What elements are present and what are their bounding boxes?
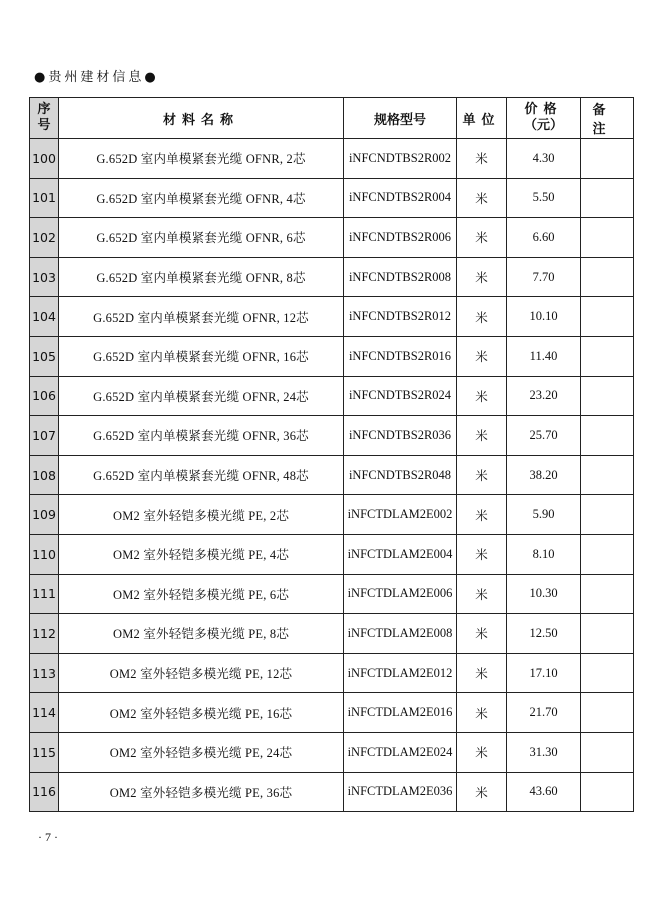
material-name-cell: OM2 室外轻铠多模光缆 PE, 6芯 — [59, 574, 344, 614]
table-row — [30, 455, 634, 495]
table-row — [30, 178, 634, 218]
price-header-line1: 价格 — [524, 102, 563, 117]
price-cell: 8.10 — [507, 534, 581, 574]
remark-cell — [581, 534, 634, 574]
table-row — [30, 297, 634, 337]
row-number: 110 — [30, 534, 59, 574]
spec-cell: iNFCNDTBS2R002 — [344, 139, 457, 179]
remark-cell — [581, 376, 634, 416]
price-cell: 7.70 — [507, 257, 581, 297]
price-cell: 12.50 — [507, 614, 581, 654]
page-number: · 7 · — [38, 830, 58, 844]
price-table — [29, 97, 634, 812]
remark-cell — [581, 336, 634, 376]
table-row — [30, 257, 634, 297]
row-number: 101 — [30, 178, 59, 218]
price-cell: 17.10 — [507, 653, 581, 693]
spec-cell: iNFCTDLAM2E002 — [344, 495, 457, 535]
price-cell: 5.50 — [507, 178, 581, 218]
running-head: ●贵州建材信息● — [34, 70, 159, 85]
row-number: 114 — [30, 693, 59, 733]
price-cell: 11.40 — [507, 336, 581, 376]
material-name-cell: G.652D 室内单模紧套光缆 OFNR, 12芯 — [59, 297, 344, 337]
spec-cell: iNFCNDTBS2R006 — [344, 218, 457, 258]
row-number: 112 — [30, 614, 59, 654]
material-name-cell: OM2 室外轻铠多模光缆 PE, 4芯 — [59, 534, 344, 574]
column-header-price — [507, 98, 581, 139]
material-name-cell: G.652D 室内单模紧套光缆 OFNR, 16芯 — [59, 336, 344, 376]
material-name-cell: G.652D 室内单模紧套光缆 OFNR, 36芯 — [59, 416, 344, 456]
unit-cell: 米 — [457, 218, 507, 258]
material-name-cell: G.652D 室内单模紧套光缆 OFNR, 6芯 — [59, 218, 344, 258]
material-name-cell: G.652D 室内单模紧套光缆 OFNR, 48芯 — [59, 455, 344, 495]
remark-cell — [581, 218, 634, 258]
column-header-unit: 单位 — [457, 98, 507, 139]
row-number: 106 — [30, 376, 59, 416]
remark-cell — [581, 772, 634, 812]
unit-cell: 米 — [457, 653, 507, 693]
table-header-row — [30, 98, 634, 139]
table-row — [30, 574, 634, 614]
seq-header-line1: 序 — [37, 102, 51, 117]
spec-cell: iNFCNDTBS2R012 — [344, 297, 457, 337]
price-header-line2: （元） — [523, 118, 563, 133]
price-cell: 4.30 — [507, 139, 581, 179]
remark-cell — [581, 297, 634, 337]
table-row — [30, 534, 634, 574]
spec-cell: iNFCTDLAM2E012 — [344, 653, 457, 693]
unit-cell: 米 — [457, 693, 507, 733]
unit-cell: 米 — [457, 455, 507, 495]
remark-cell — [581, 574, 634, 614]
unit-cell: 米 — [457, 139, 507, 179]
spec-cell: iNFCNDTBS2R004 — [344, 178, 457, 218]
row-number: 108 — [30, 455, 59, 495]
row-number: 102 — [30, 218, 59, 258]
unit-cell: 米 — [457, 772, 507, 812]
column-header-spec: 规格型号 — [344, 98, 457, 139]
price-cell: 25.70 — [507, 416, 581, 456]
table-row — [30, 139, 634, 179]
price-cell: 38.20 — [507, 455, 581, 495]
seq-header-line2: 号 — [37, 118, 51, 133]
row-number: 103 — [30, 257, 59, 297]
remark-cell — [581, 732, 634, 772]
table-body — [30, 139, 634, 812]
unit-cell: 米 — [457, 376, 507, 416]
spec-cell: iNFCTDLAM2E024 — [344, 732, 457, 772]
price-cell: 21.70 — [507, 693, 581, 733]
material-name-cell: OM2 室外轻铠多模光缆 PE, 36芯 — [59, 772, 344, 812]
unit-cell: 米 — [457, 336, 507, 376]
material-name-cell: OM2 室外轻铠多模光缆 PE, 16芯 — [59, 693, 344, 733]
price-cell: 43.60 — [507, 772, 581, 812]
row-number: 107 — [30, 416, 59, 456]
material-name-cell: OM2 室外轻铠多模光缆 PE, 12芯 — [59, 653, 344, 693]
table-row — [30, 653, 634, 693]
unit-cell: 米 — [457, 257, 507, 297]
spec-cell: iNFCNDTBS2R016 — [344, 336, 457, 376]
material-name-cell: G.652D 室内单模紧套光缆 OFNR, 24芯 — [59, 376, 344, 416]
unit-cell: 米 — [457, 574, 507, 614]
unit-cell: 米 — [457, 178, 507, 218]
column-header-seq — [30, 98, 59, 139]
column-header-remark: 备注 — [581, 98, 634, 139]
spec-cell: iNFCTDLAM2E036 — [344, 772, 457, 812]
row-number: 116 — [30, 772, 59, 812]
material-name-cell: OM2 室外轻铠多模光缆 PE, 8芯 — [59, 614, 344, 654]
material-name-cell: G.652D 室内单模紧套光缆 OFNR, 2芯 — [59, 139, 344, 179]
material-name-cell: G.652D 室内单模紧套光缆 OFNR, 8芯 — [59, 257, 344, 297]
remark-cell — [581, 257, 634, 297]
spec-cell: iNFCNDTBS2R048 — [344, 455, 457, 495]
row-number: 105 — [30, 336, 59, 376]
unit-cell: 米 — [457, 614, 507, 654]
row-number: 109 — [30, 495, 59, 535]
row-number: 100 — [30, 139, 59, 179]
column-header-name: 材料名称 — [59, 98, 344, 139]
row-number: 111 — [30, 574, 59, 614]
remark-cell — [581, 416, 634, 456]
price-cell: 10.30 — [507, 574, 581, 614]
unit-cell: 米 — [457, 495, 507, 535]
price-cell: 31.30 — [507, 732, 581, 772]
unit-cell: 米 — [457, 534, 507, 574]
table-row — [30, 772, 634, 812]
material-name-cell: G.652D 室内单模紧套光缆 OFNR, 4芯 — [59, 178, 344, 218]
table-row — [30, 614, 634, 654]
table-row — [30, 495, 634, 535]
spec-cell: iNFCNDTBS2R036 — [344, 416, 457, 456]
row-number: 115 — [30, 732, 59, 772]
remark-cell — [581, 693, 634, 733]
price-cell: 23.20 — [507, 376, 581, 416]
unit-cell: 米 — [457, 297, 507, 337]
remark-cell — [581, 139, 634, 179]
spec-cell: iNFCTDLAM2E016 — [344, 693, 457, 733]
table-row — [30, 693, 634, 733]
unit-cell: 米 — [457, 416, 507, 456]
table-row — [30, 218, 634, 258]
row-number: 104 — [30, 297, 59, 337]
spec-cell: iNFCTDLAM2E006 — [344, 574, 457, 614]
material-name-cell: OM2 室外轻铠多模光缆 PE, 24芯 — [59, 732, 344, 772]
spec-cell: iNFCTDLAM2E008 — [344, 614, 457, 654]
spec-cell: iNFCTDLAM2E004 — [344, 534, 457, 574]
price-cell: 6.60 — [507, 218, 581, 258]
row-number: 113 — [30, 653, 59, 693]
unit-cell: 米 — [457, 732, 507, 772]
remark-cell — [581, 495, 634, 535]
table-row — [30, 336, 634, 376]
remark-cell — [581, 653, 634, 693]
table-row — [30, 732, 634, 772]
material-name-cell: OM2 室外轻铠多模光缆 PE, 2芯 — [59, 495, 344, 535]
spec-cell: iNFCNDTBS2R024 — [344, 376, 457, 416]
remark-cell — [581, 178, 634, 218]
price-cell: 10.10 — [507, 297, 581, 337]
table-row — [30, 376, 634, 416]
spec-cell: iNFCNDTBS2R008 — [344, 257, 457, 297]
price-cell: 5.90 — [507, 495, 581, 535]
table-row — [30, 416, 634, 456]
remark-cell — [581, 614, 634, 654]
remark-cell — [581, 455, 634, 495]
